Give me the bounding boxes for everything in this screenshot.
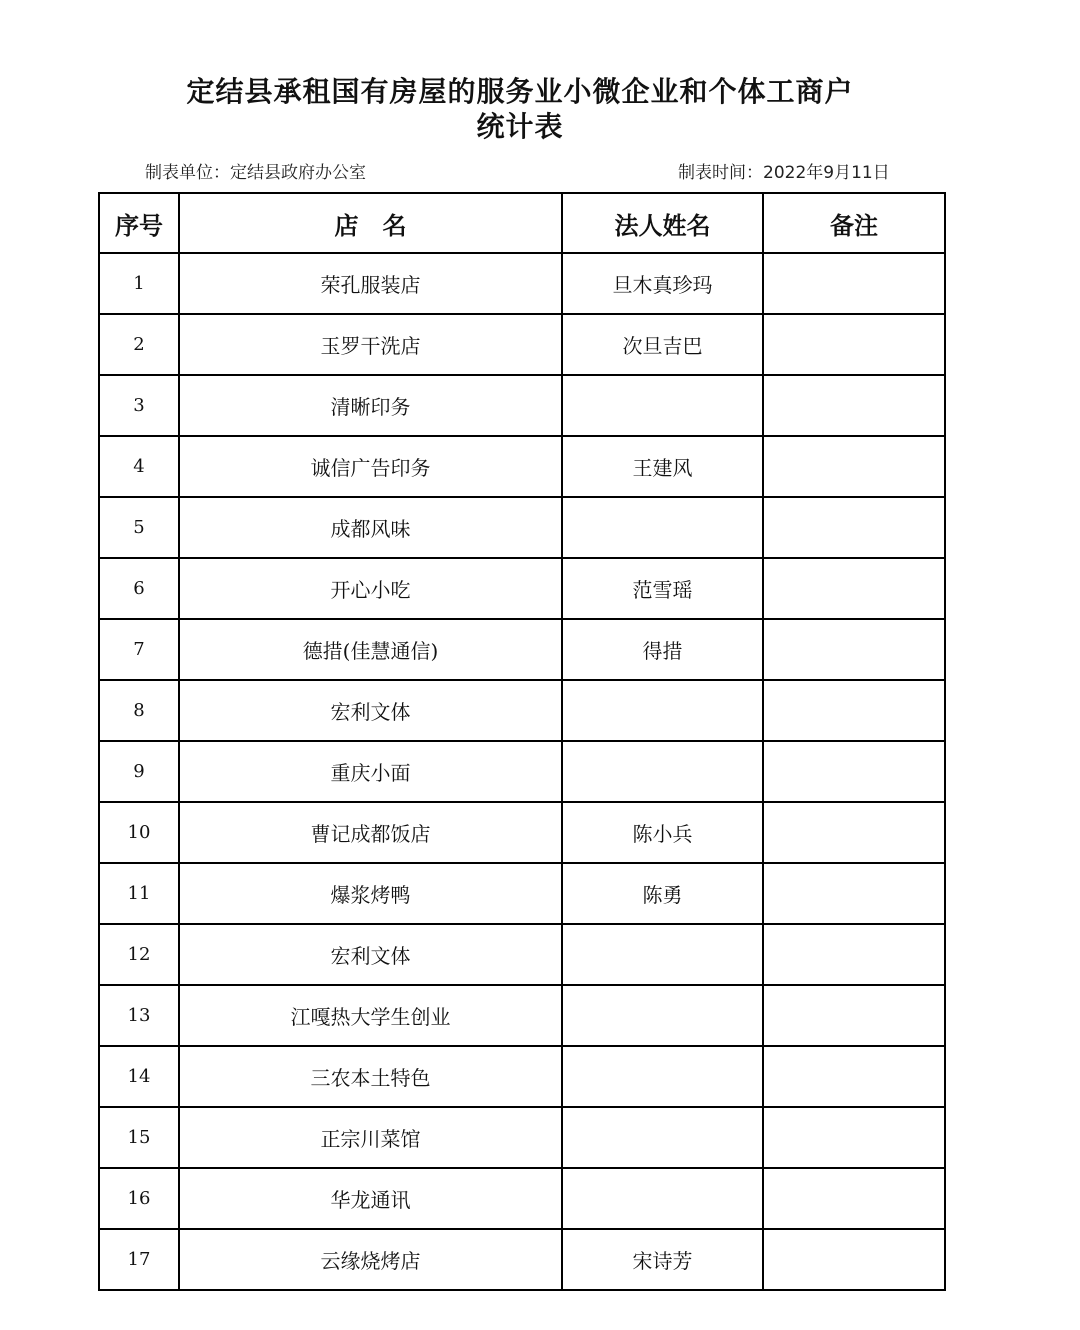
seq-cell: 5 [99,497,179,558]
seq-cell: 10 [99,802,179,863]
store-name-cell: 正宗川菜馆 [179,1107,562,1168]
remarks-cell [763,924,945,985]
seq-cell: 12 [99,924,179,985]
remarks-cell [763,558,945,619]
table-row [99,1229,945,1290]
header-legal-person: 法人姓名 [562,193,763,253]
legal-person-cell [562,497,763,558]
remarks-cell [763,863,945,924]
legal-person-cell: 王建风 [562,436,763,497]
store-name-cell: 爆浆烤鸭 [179,863,562,924]
prepared-by-unit: 制表单位：定结县政府办公室 [145,163,366,183]
document-title: 定结县承租国有房屋的服务业小微企业和个体工商户 [186,75,854,108]
table-row [99,1168,945,1229]
store-name-cell: 德措(佳慧通信) [179,619,562,680]
store-name-cell: 诚信广告印务 [179,436,562,497]
table-row [99,741,945,802]
remarks-cell [763,1046,945,1107]
legal-person-cell [562,375,763,436]
statistics-table [98,192,946,1291]
legal-person-cell: 陈勇 [562,863,763,924]
store-name-cell: 曹记成都饭店 [179,802,562,863]
seq-cell: 14 [99,1046,179,1107]
seq-cell: 2 [99,314,179,375]
table-row [99,619,945,680]
remarks-cell [763,985,945,1046]
legal-person-cell: 宋诗芳 [562,1229,763,1290]
table-row [99,375,945,436]
remarks-cell [763,680,945,741]
seq-cell: 13 [99,985,179,1046]
store-name-cell: 华龙通讯 [179,1168,562,1229]
seq-cell: 3 [99,375,179,436]
document-subtitle: 统计表 [476,110,564,143]
remarks-cell [763,314,945,375]
store-name-cell: 重庆小面 [179,741,562,802]
legal-person-cell: 得措 [562,619,763,680]
seq-cell: 6 [99,558,179,619]
table-row [99,985,945,1046]
header-store-name: 店 名 [179,193,562,253]
store-name-cell: 成都风味 [179,497,562,558]
legal-person-cell [562,985,763,1046]
seq-cell: 11 [99,863,179,924]
seq-cell: 1 [99,253,179,314]
seq-cell: 16 [99,1168,179,1229]
remarks-cell [763,497,945,558]
legal-person-cell: 范雪瑶 [562,558,763,619]
prepared-date: 制表时间：2022年9月11日 [678,163,890,183]
table-row [99,924,945,985]
legal-person-cell [562,1046,763,1107]
store-name-cell: 三农本土特色 [179,1046,562,1107]
store-name-cell: 云缘烧烤店 [179,1229,562,1290]
seq-cell: 8 [99,680,179,741]
seq-cell: 4 [99,436,179,497]
store-name-cell: 荣孔服装店 [179,253,562,314]
seq-cell: 17 [99,1229,179,1290]
legal-person-cell: 旦木真珍玛 [562,253,763,314]
table-header-row [99,193,945,253]
remarks-cell [763,1229,945,1290]
header-remarks: 备注 [763,193,945,253]
legal-person-cell: 次旦吉巴 [562,314,763,375]
legal-person-cell [562,680,763,741]
store-name-cell: 江嘎热大学生创业 [179,985,562,1046]
seq-cell: 9 [99,741,179,802]
legal-person-cell: 陈小兵 [562,802,763,863]
table-row [99,558,945,619]
legal-person-cell [562,924,763,985]
table-row [99,497,945,558]
store-name-cell: 宏利文体 [179,924,562,985]
table-row [99,863,945,924]
remarks-cell [763,1107,945,1168]
table-row [99,314,945,375]
remarks-cell [763,1168,945,1229]
remarks-cell [763,436,945,497]
remarks-cell [763,741,945,802]
seq-cell: 7 [99,619,179,680]
legal-person-cell [562,1168,763,1229]
header-seq: 序号 [99,193,179,253]
remarks-cell [763,619,945,680]
store-name-cell: 宏利文体 [179,680,562,741]
store-name-cell: 清晰印务 [179,375,562,436]
table-row [99,802,945,863]
remarks-cell [763,253,945,314]
remarks-cell [763,802,945,863]
store-name-cell: 玉罗干洗店 [179,314,562,375]
table-row [99,680,945,741]
remarks-cell [763,375,945,436]
legal-person-cell [562,1107,763,1168]
table-row [99,253,945,314]
legal-person-cell [562,741,763,802]
table-row [99,436,945,497]
table-row [99,1107,945,1168]
seq-cell: 15 [99,1107,179,1168]
store-name-cell: 开心小吃 [179,558,562,619]
table-row [99,1046,945,1107]
